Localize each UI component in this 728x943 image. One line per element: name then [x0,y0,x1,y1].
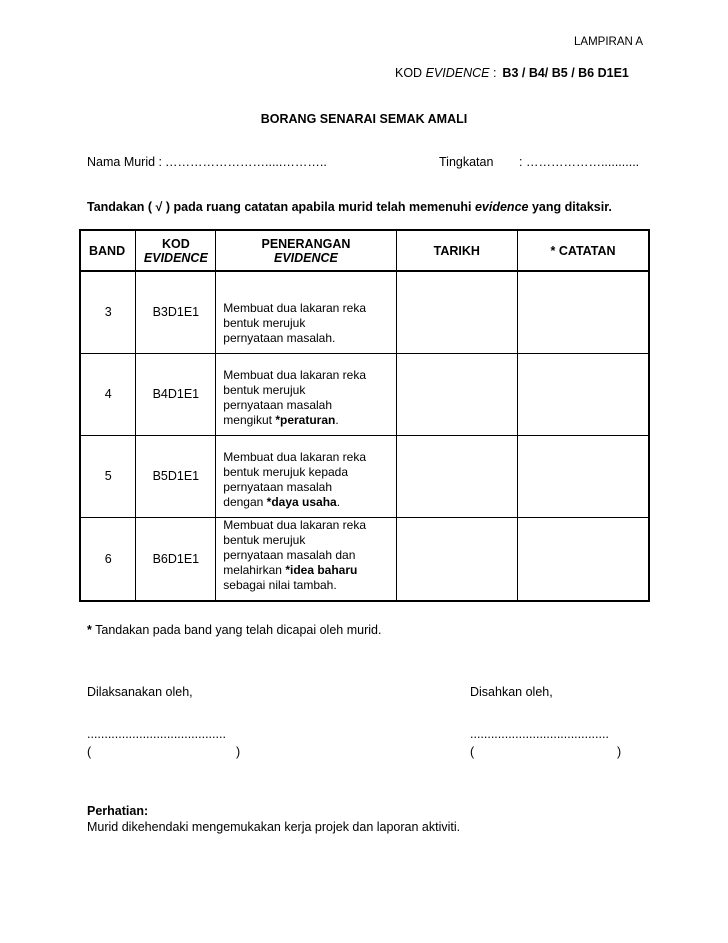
description-line: dengan *daya usaha. [223,494,341,509]
footnote-text: Tandakan pada band yang telah dicapai oleh murid. [91,623,382,637]
form-title: BORANG SENARAI SEMAK AMALI [260,112,468,126]
header-kod-line2: EVIDENCE [143,250,208,265]
description-cell [216,517,396,601]
table-row [80,271,649,353]
kod-prefix: KOD [395,66,426,80]
approved-signature-line[interactable]: ........................................ [470,727,609,741]
evidence-code-line [395,66,629,80]
kod-separator: : [489,66,497,80]
instruction-after: yang ditaksir. [528,200,612,214]
catatan-cell[interactable] [518,353,649,435]
tarikh-cell[interactable] [396,435,517,517]
header-penerangan-line1: PENERANGAN [261,236,351,251]
approved-name-open-paren: ( [470,745,475,759]
header-tarikh: TARIKH [396,230,517,271]
header-penerangan-evidence [216,230,396,271]
footnote [87,623,381,637]
table-row [80,517,649,601]
attention-title: Perhatian: [87,804,149,818]
header-band: BAND [80,230,136,271]
kod-evidence-word: EVIDENCE [425,66,490,80]
kod-cell: B3D1E1 [136,271,216,353]
catatan-cell[interactable] [518,435,649,517]
band-cell: 3 [80,271,136,353]
instruction-before: Tandakan ( √ ) pada ruang catatan apabila murid telah memenuhi [87,200,475,214]
description-line: Membuat dua lakaran reka [223,300,367,315]
description-line: Membuat dua lakaran reka [223,367,367,382]
description-line: pernyataan masalah dan [223,547,356,562]
tarikh-cell[interactable] [396,271,517,353]
description-line: melahirkan *idea baharu [223,562,358,577]
description-line: pernyataan masalah. [223,330,336,345]
form-level-label: Tingkatan [439,155,494,169]
header-catatan: * CATATAN [518,230,649,271]
approved-by-label: Disahkan oleh, [470,685,553,699]
kod-cell: B6D1E1 [136,517,216,601]
description-line: bentuk merujuk kepada [223,464,349,479]
footnote-star: * [87,623,92,637]
band-cell: 4 [80,353,136,435]
description-line: sebagai nilai tambah. [223,577,337,592]
tarikh-cell[interactable] [396,517,517,601]
band-cell: 5 [80,435,136,517]
header-penerangan-line2: EVIDENCE [273,250,338,265]
table-header-row [80,230,649,271]
table-row [80,435,649,517]
form-level-field[interactable]: : ………………........... [519,155,640,169]
tarikh-cell[interactable] [396,353,517,435]
checklist-table [79,229,650,602]
approved-name-close-paren: ) [617,745,622,759]
kod-codes: B3 / B4/ B5 / B6 D1E1 [502,66,629,80]
catatan-cell[interactable] [518,271,649,353]
instruction-italic: evidence [474,200,529,214]
description-line: bentuk merujuk [223,315,306,330]
description-cell [216,271,396,353]
executed-by-label: Dilaksanakan oleh, [87,685,193,699]
executed-name-close-paren: ) [236,745,241,759]
description-line: bentuk merujuk [223,382,306,397]
kod-cell: B4D1E1 [136,353,216,435]
description-line: pernyataan masalah [223,479,333,494]
description-cell [216,353,396,435]
instruction-text [87,200,612,214]
header-kod-line1: KOD [161,236,190,251]
student-name-label: Nama Murid : [87,155,163,169]
table-row [80,353,649,435]
student-name-field[interactable]: …………………….....……….. [165,155,327,169]
description-line: bentuk merujuk [223,532,306,547]
catatan-cell[interactable] [518,517,649,601]
description-cell [216,435,396,517]
attention-text: Murid dikehendaki mengemukakan kerja projek dan laporan aktiviti. [87,820,461,834]
kod-cell: B5D1E1 [136,435,216,517]
description-line: mengikut *peraturan. [223,412,339,427]
band-cell: 6 [80,517,136,601]
description-line: Membuat dua lakaran reka [223,517,367,532]
executed-signature-line[interactable]: ........................................ [87,727,226,741]
description-line: pernyataan masalah [223,397,333,412]
appendix-label: LAMPIRAN A [574,36,644,48]
header-kod-evidence [136,230,216,271]
executed-name-open-paren: ( [87,745,92,759]
description-line: Membuat dua lakaran reka [223,449,367,464]
